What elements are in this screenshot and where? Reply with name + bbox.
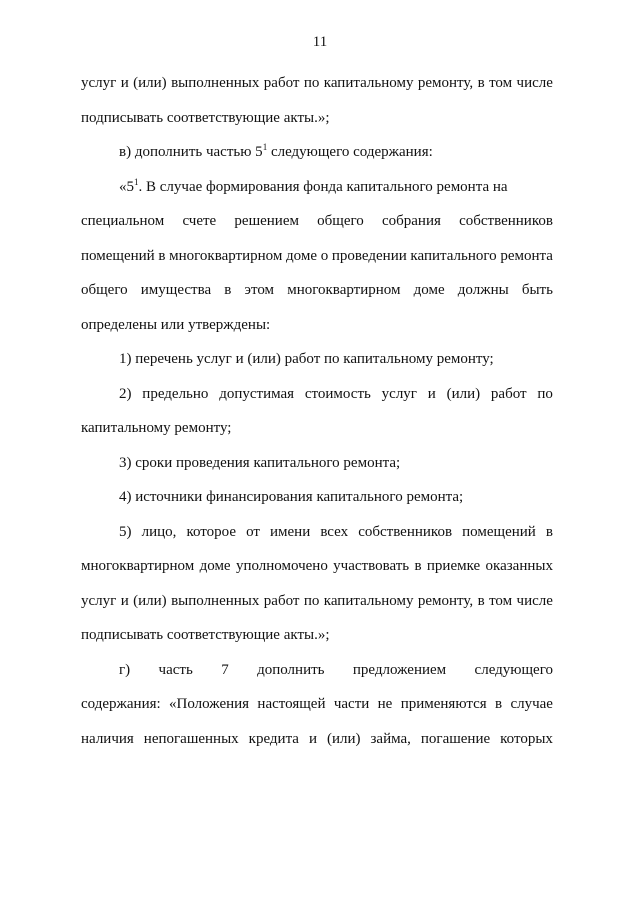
word: части (333, 696, 370, 712)
word: и (120, 592, 129, 609)
word: предложением (352, 661, 447, 678)
text-line (81, 170, 553, 205)
word: общего (317, 213, 364, 229)
word: непогашенных (143, 730, 239, 747)
word: помещений (462, 523, 536, 540)
word: в (477, 75, 485, 91)
word: выполненных (171, 592, 260, 609)
word: ремонту, (417, 592, 474, 609)
word: в (545, 523, 553, 540)
word: многоквартирном (81, 558, 195, 574)
word: участвовать (333, 558, 410, 574)
text-line: капитальному ремонту; (81, 420, 232, 436)
word: по (303, 75, 320, 91)
word: в (224, 282, 232, 298)
word: приемке (426, 558, 481, 574)
word: о (320, 247, 329, 264)
word: от (246, 523, 260, 540)
text-line (81, 653, 553, 688)
word: (или) (446, 385, 481, 402)
word: 5) (119, 523, 132, 540)
word: следующего (474, 661, 553, 678)
word: применяются (400, 696, 487, 712)
superscript: 1 (134, 176, 139, 187)
text-line: определены или утверждены: (81, 316, 271, 333)
word: (или) (133, 75, 167, 91)
text-line (81, 377, 553, 412)
text-line (81, 135, 553, 170)
word: наличия (81, 730, 134, 747)
word: быть (521, 282, 553, 298)
word: уполномочено (235, 558, 328, 574)
word: и (427, 385, 436, 402)
text-line: 4) источники финансирования капитального ремонта; (119, 489, 464, 505)
word: том (489, 75, 513, 91)
text-span: «5 (119, 178, 134, 195)
text-span: в) дополнить частью 5 (119, 144, 263, 160)
word: по (537, 385, 553, 402)
word: настоящей (257, 696, 326, 712)
word: в (158, 247, 166, 264)
word: счете (182, 213, 217, 229)
word: капитального (410, 247, 497, 264)
word: 2) (119, 385, 132, 402)
word: многоквартирном (169, 247, 283, 264)
word: и (308, 730, 317, 747)
text-line (81, 584, 553, 619)
word: погашение (420, 730, 491, 747)
text-span: . В случае формирования фонда капитального ремонта на (138, 178, 508, 195)
word: помещений (81, 247, 155, 264)
word: собственников (459, 213, 553, 229)
text-line (81, 273, 553, 308)
word: доме (199, 558, 231, 574)
word: оказанных (485, 558, 553, 574)
word: выполненных (171, 75, 260, 91)
word: работ (263, 592, 300, 609)
text-line: 1) перечень услуг и (или) работ по капитальному ремонту; (119, 351, 494, 367)
word: работ (263, 75, 300, 91)
text-line (81, 549, 553, 584)
word: проведении (331, 247, 407, 264)
text-span: следующего содержания: (267, 144, 433, 160)
text-line: подписывать соответствующие акты.»; (81, 627, 330, 643)
word: не (377, 696, 393, 712)
page-number: 11 (312, 34, 328, 50)
document-body (81, 66, 553, 756)
word: работ (490, 385, 527, 402)
word: (или) (133, 592, 167, 609)
word: имущества (140, 282, 212, 298)
word: этом (244, 282, 275, 298)
word: дополнить (257, 661, 325, 678)
word: допустимая (219, 385, 295, 402)
word: по (303, 592, 320, 609)
word: специальном (81, 213, 165, 229)
word: случае (510, 696, 553, 712)
word: (или) (326, 730, 361, 747)
word: ремонта (500, 247, 553, 264)
text-line (81, 515, 553, 550)
superscript: 1 (262, 142, 268, 152)
word: собрания (381, 213, 441, 229)
word: должны (457, 282, 509, 298)
text-line (81, 239, 553, 274)
word: займа, (370, 730, 411, 747)
text-line: 3) сроки проведения капитального ремонта; (119, 454, 401, 471)
word: «Положения (169, 696, 250, 712)
word: всех (320, 523, 349, 540)
word: предельно (142, 385, 209, 402)
word: 7 (221, 661, 229, 678)
word: капитальному (323, 75, 414, 91)
word: в (477, 592, 485, 609)
word: г) (119, 661, 131, 678)
word: и (120, 75, 129, 91)
text-line (81, 687, 553, 722)
word: лицо, (141, 523, 177, 540)
word: в (495, 696, 503, 712)
word: многоквартирном (287, 282, 401, 298)
word: содержания: (81, 696, 161, 712)
word: общего (81, 282, 128, 298)
text-line (81, 722, 553, 757)
word: услуг (81, 75, 117, 91)
word: числе (516, 75, 553, 91)
word: ремонту, (417, 75, 474, 91)
word: стоимость (304, 385, 371, 402)
word: доме (286, 247, 318, 264)
word: услуг (381, 385, 417, 402)
word: имени (270, 523, 311, 540)
word: часть (158, 661, 193, 678)
text-line: подписывать соответствующие акты.»; (81, 109, 330, 126)
word: которых (500, 730, 553, 747)
word: том (489, 592, 513, 609)
word: услуг (81, 592, 117, 609)
word: решением (234, 213, 299, 229)
word: которое (186, 523, 236, 540)
word: кредита (248, 730, 299, 747)
word: в (414, 558, 422, 574)
word: собственников (358, 523, 453, 540)
word: числе (516, 592, 553, 609)
text-line (81, 204, 553, 239)
word: капитальному (323, 592, 414, 609)
word: доме (413, 282, 445, 298)
text-line (81, 66, 553, 101)
